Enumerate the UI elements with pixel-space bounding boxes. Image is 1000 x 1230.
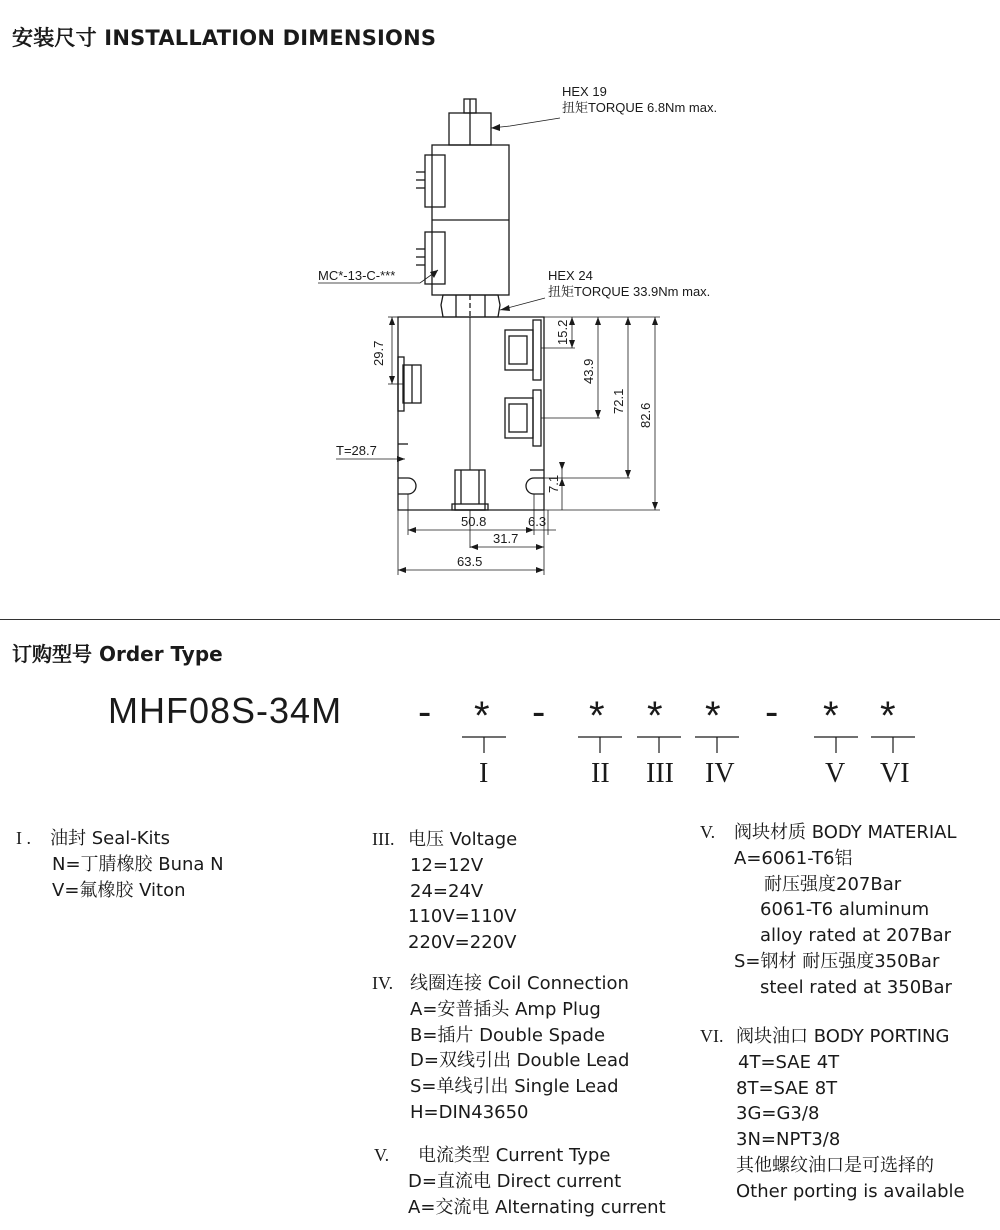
body-material-line: 6061-T6 aluminum [760,899,930,921]
dim-15-2: 15.2 [555,319,570,345]
order-code-dash-3: - [765,690,779,734]
coil-connection-line: B=插片 Double Spade [410,1024,606,1046]
torque-top-label: 扭矩TORQUE 6.8Nm max. [562,100,718,115]
order-code-star-3: * [647,694,663,738]
order-code-dash-1: - [418,690,432,734]
current-type-roman: V. [374,1145,390,1165]
torque-bottom-label: 扭矩TORQUE 33.9Nm max. [548,284,711,299]
seal-kits-title: 油封 Seal-Kits [50,828,170,849]
body-material-line: 耐压强度207Bar [764,873,902,895]
current-type-title: 电流类型 Current Type [418,1145,611,1166]
voltage-line: 12=12V [410,854,484,876]
seal-kits-line: V=氟橡胶 Viton [52,879,186,901]
body-material-line: A=6061-T6铝 [734,847,853,869]
coil-connection-line: S=单线引出 Single Lead [410,1076,619,1098]
code-roman-5: V [825,758,846,789]
voltage-roman: III. [372,829,395,849]
body-porting-line: 3G=G3/8 [736,1103,820,1125]
code-roman-1: I [479,758,489,789]
hex-top-label: HEX 19 [562,84,607,99]
dim-50-8: 50.8 [461,514,487,529]
body-material-title: 阀块材质 BODY MATERIAL [734,822,957,843]
body-porting-line: Other porting is available [736,1180,965,1202]
body-material-roman: V. [700,822,716,842]
dim-72-1: 72.1 [611,388,626,414]
code-roman-6: VI [880,758,910,789]
body-material-block [700,820,957,1001]
body-material-line: S=钢材 耐压强度350Bar [734,950,940,972]
code-roman-2: II [591,758,610,789]
voltage-line: 24=24V [410,880,484,902]
order-code-star-5: * [823,694,839,738]
voltage-block [372,827,517,956]
order-code-star-6: * [880,694,896,738]
body-porting-block [700,1024,965,1205]
current-type-line: D=直流电 Direct current [408,1170,622,1192]
code-roman-3: III [646,758,674,789]
dim-63-5: 63.5 [457,554,483,569]
body-porting-line: 8T=SAE 8T [736,1077,838,1099]
coil-connection-line: H=DIN43650 [410,1101,529,1123]
body-porting-line: 4T=SAE 4T [738,1051,840,1073]
current-type-block [374,1143,666,1220]
seal-kits-roman: I . [16,828,31,848]
section-title-installation: 安装尺寸 INSTALLATION DIMENSIONS [12,26,437,50]
dim-31-7: 31.7 [493,531,519,546]
dim-t-label: T=28.7 [336,443,377,458]
voltage-line: 110V=110V [408,906,517,928]
seal-kits-line: N=丁腈橡胶 Buna N [52,853,224,875]
dim-7-1: 7.1 [546,474,561,493]
coil-code-label: MC*-13-C-*** [318,268,396,283]
coil-connection-title: 线圈连接 Coil Connection [410,973,629,994]
order-code-star-1: * [474,694,490,738]
voltage-title: 电压 Voltage [408,829,518,850]
body-material-line: steel rated at 350Bar [760,976,952,998]
body-porting-roman: VI. [700,1026,724,1046]
coil-connection-line: A=安普插头 Amp Plug [410,998,601,1020]
coil-connection-roman: IV. [372,973,394,993]
order-code-base: MHF08S-34M [108,690,343,731]
dim-6-3: 6.3 [528,514,547,529]
body-porting-line: 其他螺纹油口是可选择的 [736,1154,934,1176]
voltage-line: 220V=220V [408,932,517,954]
seal-kits-block [16,826,224,903]
section-title-order-type: 订购型号 Order Type [12,642,223,666]
current-type-line: A=交流电 Alternating current [408,1196,666,1218]
coil-connection-block [372,971,629,1126]
body-porting-title: 阀块油口 BODY PORTING [736,1026,950,1047]
order-code-star-4: * [705,694,721,738]
body-porting-line: 3N=NPT3/8 [736,1129,841,1151]
order-code-star-2: * [589,694,605,738]
order-code-dash-2: - [532,690,546,734]
dim-43-9: 43.9 [581,358,596,384]
code-roman-4: IV [705,758,735,789]
coil-connection-line: D=双线引出 Double Lead [410,1050,630,1072]
dim-29-7: 29.7 [371,340,386,366]
hex-bottom-label: HEX 24 [548,268,593,283]
body-material-line: alloy rated at 207Bar [760,925,952,947]
dim-82-6: 82.6 [638,402,653,428]
